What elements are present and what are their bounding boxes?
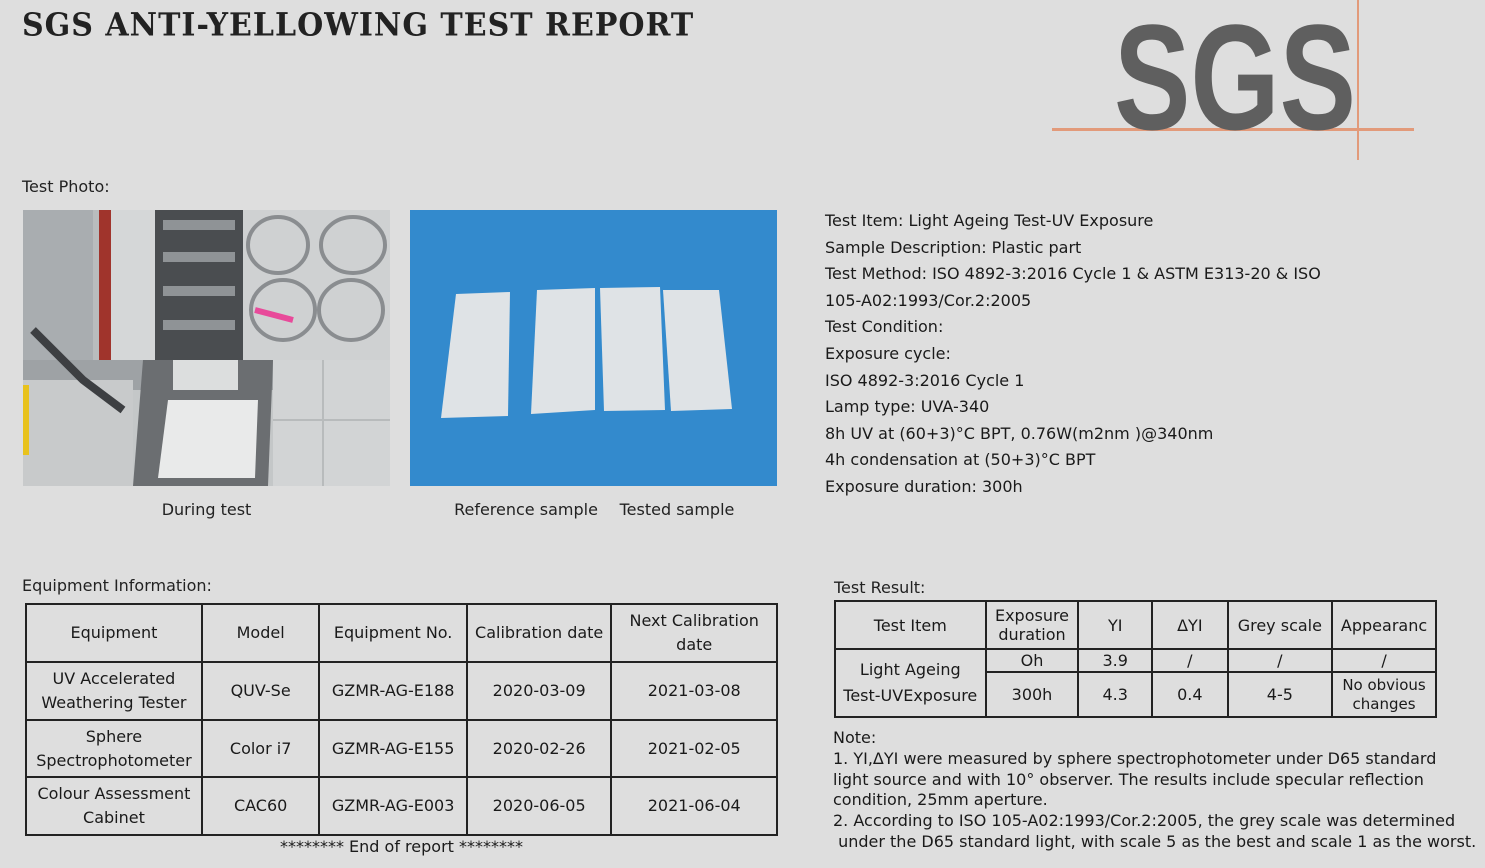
- logo-text: SGS: [1114, 0, 1356, 160]
- table-header-cell: Model: [202, 604, 319, 662]
- table-cell: 300h: [986, 672, 1079, 717]
- caption-reference-sample: Reference sample: [454, 500, 598, 519]
- test-info-line: Exposure duration: 300h: [825, 476, 1023, 496]
- end-of-report: ******** End of report ********: [279, 837, 524, 856]
- test-info-line: ISO 4892-3:2016 Cycle 1: [825, 370, 1025, 390]
- table-header-cell: Grey scale: [1228, 601, 1332, 649]
- test-result-label: Test Result:: [834, 578, 926, 597]
- table-cell: 0.4: [1152, 672, 1228, 717]
- table-cell: 2021-03-08: [611, 662, 777, 720]
- table-cell: UV Accelerated Weathering Tester: [26, 662, 202, 720]
- table-cell: Oh: [986, 649, 1079, 672]
- table-cell: GZMR-AG-E003: [319, 777, 467, 835]
- table-row: [26, 662, 777, 720]
- note-line: 1. YI,ΔYI were measured by sphere spectrophotometer under D65 standard: [833, 748, 1437, 768]
- table-header-row: [835, 601, 1436, 649]
- table-cell: 2020-02-26: [467, 720, 612, 777]
- test-info-line: Sample Description: Plastic part: [825, 237, 1082, 257]
- table-cell: Colour Assessment Cabinet: [26, 777, 202, 835]
- note-line: condition, 25mm aperture.: [833, 790, 1048, 810]
- test-info-line: Test Method: ISO 4892-3:2016 Cycle 1 & ASTM E313-20 & ISO: [825, 264, 1321, 284]
- test-info-line: 105-A02:1993/Cor.2:2005: [825, 290, 1032, 310]
- table-cell: Sphere Spectrophotometer: [26, 720, 202, 777]
- test-info-line: Test Item: Light Ageing Test-UV Exposure: [825, 211, 1154, 230]
- table-cell: /: [1332, 649, 1436, 672]
- result-table: [834, 600, 1437, 718]
- test-photo-label: Test Photo:: [22, 177, 110, 196]
- table-header-cell: YI: [1078, 601, 1152, 649]
- table-row: [835, 649, 1436, 672]
- note-line: Note:: [833, 728, 877, 747]
- table-cell: 2021-02-05: [611, 720, 777, 777]
- test-info-line: Lamp type: UVA-340: [825, 397, 990, 417]
- table-cell: 2020-03-09: [467, 662, 612, 720]
- table-cell: 3.9: [1078, 649, 1152, 672]
- table-cell: /: [1152, 649, 1228, 672]
- test-info-line: 4h condensation at (50+3)°C BPT: [825, 450, 1096, 470]
- table-cell: 2021-06-04: [611, 777, 777, 835]
- equipment-table: [25, 603, 778, 836]
- table-cell: CAC60: [202, 777, 319, 835]
- logo-vertical-line: [1357, 0, 1359, 160]
- test-item-cell: Light Ageing Test-UVExposure: [835, 649, 986, 717]
- test-info-line: Exposure cycle:: [825, 343, 951, 363]
- sgs-logo: [1052, 0, 1414, 160]
- table-cell: GZMR-AG-E188: [319, 662, 467, 720]
- table-header-cell: Equipment No.: [319, 604, 467, 662]
- table-header-row: [26, 604, 777, 662]
- table-header-cell: ΔYI: [1152, 601, 1228, 649]
- note-line: under the D65 standard light, with scale 5 as the best and scale 1 as the worst.: [833, 831, 1477, 851]
- table-row: [26, 720, 777, 777]
- table-cell: No obvious changes: [1332, 672, 1436, 717]
- during-test-photo: [23, 210, 390, 486]
- table-header-cell: Calibration date: [467, 604, 612, 662]
- report-title: SGS ANTI-YELLOWING TEST REPORT: [22, 7, 695, 44]
- table-header-cell: Appearanc: [1332, 601, 1436, 649]
- test-info-line: Test Condition:: [825, 317, 944, 337]
- table-cell: Color i7: [202, 720, 319, 777]
- table-cell: GZMR-AG-E155: [319, 720, 467, 777]
- table-cell: 2020-06-05: [467, 777, 612, 835]
- table-header-cell: Test Item: [835, 601, 986, 649]
- test-info-line: 8h UV at (60+3)°C BPT, 0.76W(m2nm )@340nm: [825, 423, 1214, 443]
- note-line: 2. According to ISO 105-A02:1993/Cor.2:2005, the grey scale was determined: [833, 811, 1456, 831]
- notes: [833, 728, 1477, 853]
- table-header-cell: Exposure duration: [986, 601, 1079, 649]
- equipment-info-label: Equipment Information:: [22, 576, 212, 595]
- table-cell: QUV-Se: [202, 662, 319, 720]
- table-cell: 4-5: [1228, 672, 1332, 717]
- table-cell: /: [1228, 649, 1332, 672]
- table-header-cell: Next Calibration date: [611, 604, 777, 662]
- caption-during-test: During test: [161, 500, 252, 519]
- table-cell: 4.3: [1078, 672, 1152, 717]
- test-info: [825, 208, 1445, 501]
- caption-tested-sample: Tested sample: [619, 500, 735, 519]
- table-row: [26, 777, 777, 835]
- note-line: light source and with 10° observer. The results include specular reflection: [833, 769, 1424, 789]
- table-header-cell: Equipment: [26, 604, 202, 662]
- samples-photo: [410, 210, 777, 486]
